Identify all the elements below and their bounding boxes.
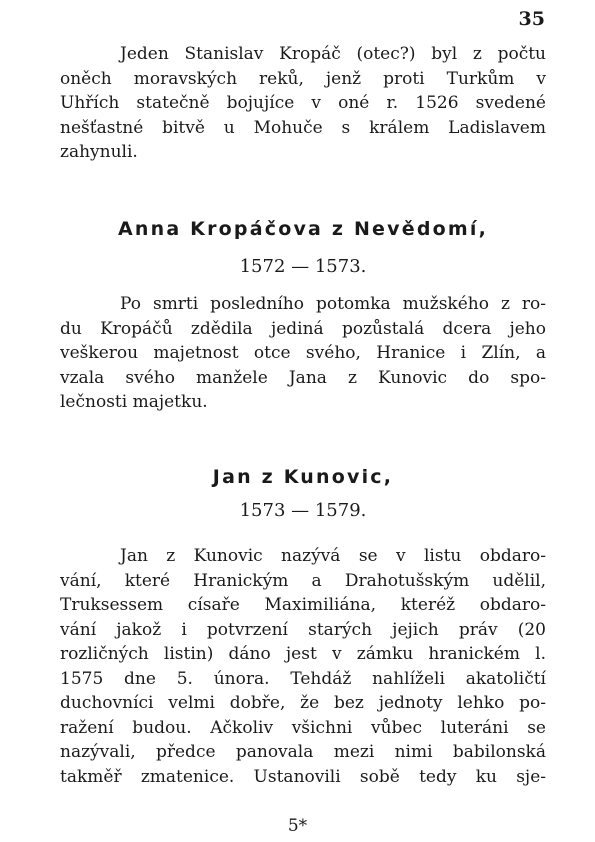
paragraph-jan <box>60 544 546 789</box>
section-years-jan: 1573 — 1579. <box>239 500 367 521</box>
text-line: zahynuli. <box>60 142 138 162</box>
section-years-anna: 1572 — 1573. <box>239 256 367 277</box>
text-line: Uhřích statečně bojujíce v oné r. 1526 svedené <box>60 93 546 113</box>
text-line: veškerou majetnost otce svého, Hranice i Zlín, a <box>60 343 546 363</box>
text-line: Truksessem císaře Maximiliána, kteréž obdaro- <box>60 595 546 615</box>
text-line: Po smrti posledního potomka mužského z ro- <box>120 294 546 314</box>
text-line: 1575 dne 5. února. Tehdáž nahlíželi akatoličtí <box>60 668 546 689</box>
section-heading-jan: Jan z Kunovic, <box>212 466 394 488</box>
text-line: vání, které Hranickým a Drahotušským udělil, <box>60 570 546 591</box>
paragraph-kropac-father <box>60 42 546 165</box>
text-line: nešťastné bitvě u Mohuče s králem Ladislavem <box>60 117 546 138</box>
text-line: du Kropáčů zdědila jediná pozůstalá dcera jeho <box>60 318 546 339</box>
text-line: ražení budou. Ačkoliv všichni vůbec luteráni se <box>60 717 546 738</box>
text-line: vzala svého manžele Jana z Kunovic do spo- <box>60 367 546 388</box>
section-heading-anna: Anna Kropáčova z Nevědomí, <box>117 218 488 240</box>
paragraph-anna <box>60 292 546 415</box>
page-number: 35 <box>518 8 545 30</box>
text-line: rozličných listin) dáno jest v zámku hranickém l. <box>60 644 546 664</box>
text-line: lečnosti majetku. <box>60 392 208 412</box>
text-line: vání jakož i potvrzení starých jejich práv (20 <box>60 619 546 640</box>
text-line: duchovníci velmi dobře, že bez jednoty lehko po- <box>60 693 546 713</box>
text-line: oněch moravských reků, jenž proti Turkům v <box>60 68 546 89</box>
text-line: Jeden Stanislav Kropáč (otec?) byl z počtu <box>120 44 546 64</box>
printer-signature-mark: 5* <box>287 816 308 836</box>
text-line: Jan z Kunovic nazývá se v listu obdaro- <box>120 546 546 566</box>
text-line: takměř zmatenice. Ustanovili sobě tedy ku sje- <box>60 766 546 787</box>
text-line: nazývali, předce panovala mezi nimi babilonská <box>60 742 546 762</box>
